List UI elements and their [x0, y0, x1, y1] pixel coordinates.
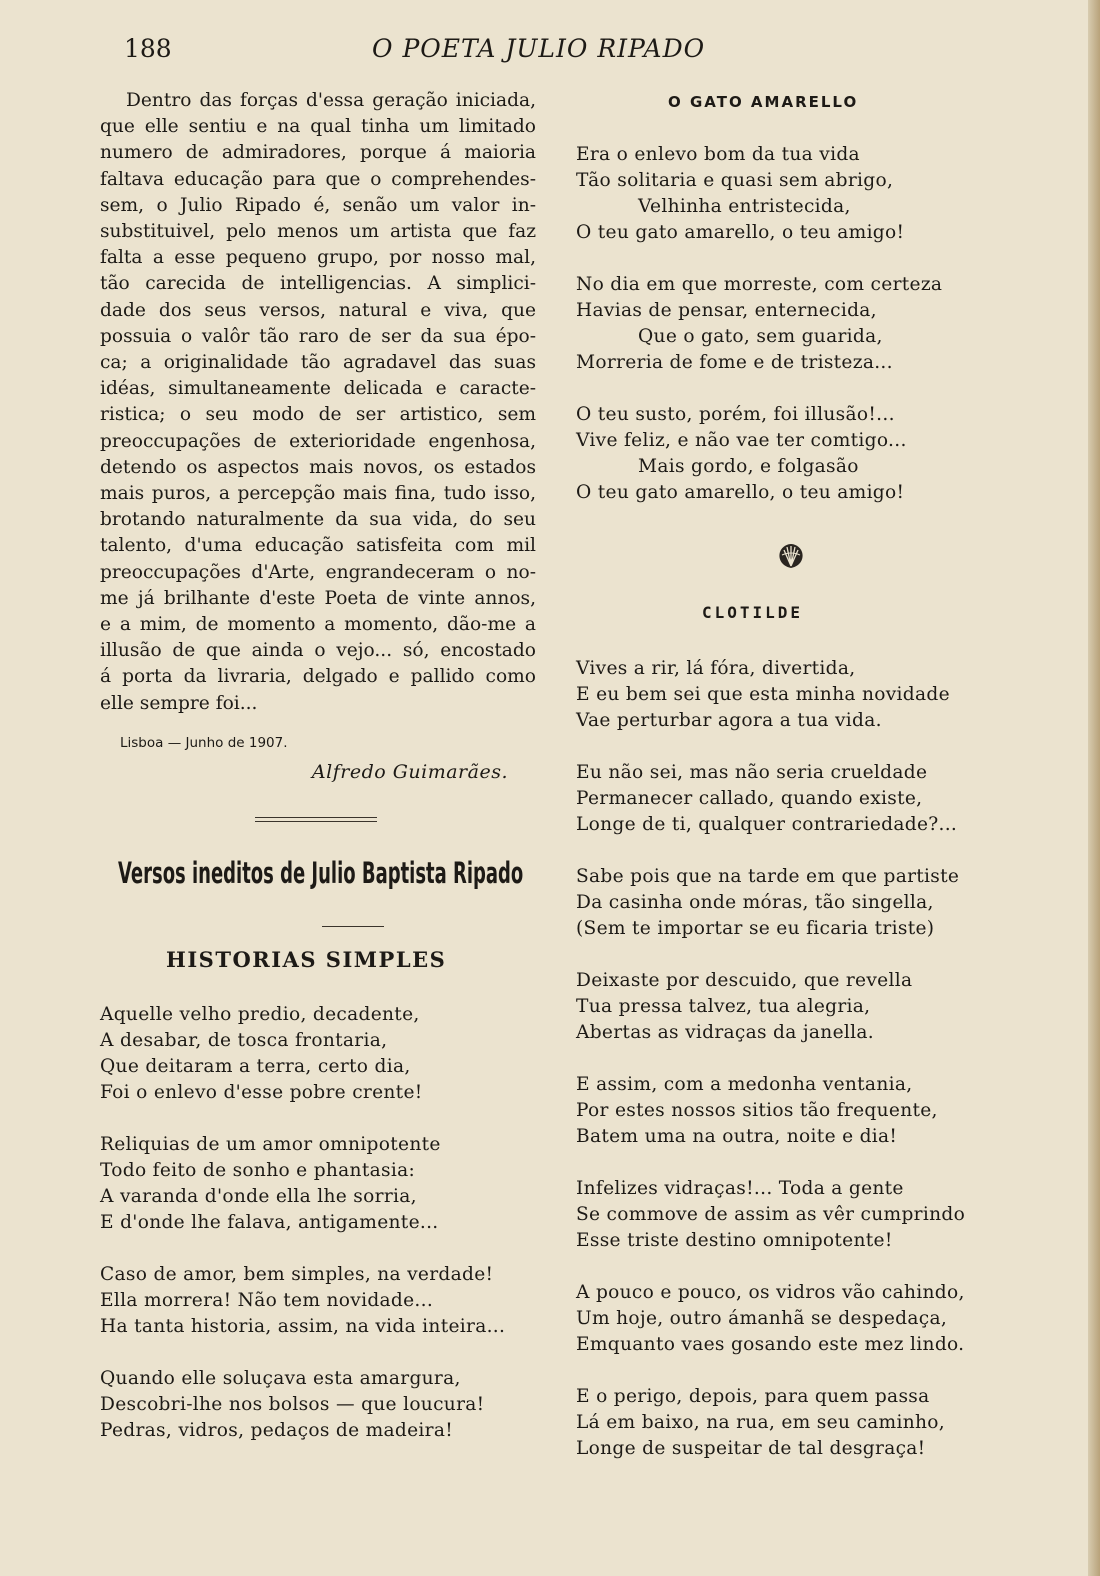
- page-edge: [1088, 0, 1100, 1576]
- verse-line: E eu bem sei que esta minha novidade: [576, 684, 950, 705]
- verse-line: Havias de pensar, enternecida,: [576, 300, 877, 321]
- stanza-gap: [576, 246, 986, 272]
- verse-line: Velhinha entristecida,: [638, 196, 851, 217]
- poem-title-gato-amarello: O GATO AMARELLO: [668, 93, 859, 111]
- essay-text: [100, 88, 536, 717]
- essay-line: ca; a originalidade tão agradavel das suas: [100, 352, 536, 374]
- essay-line: sem, o Julio Ripado é, senão um valor in-: [100, 194, 536, 216]
- essay-line: illusão de que ainda o vejo... só, encostado: [100, 640, 536, 662]
- verse-line: Todo feito de sonho e phantasia:: [100, 1159, 416, 1181]
- stanza-gap: [576, 1254, 986, 1280]
- verse-line: Batem uma na outra, noite e dia!: [576, 1126, 898, 1147]
- verse-line: Longe de ti, qualquer contrariedade?...: [576, 814, 958, 835]
- stanza: [576, 272, 986, 376]
- verse-line: Vae perturbar agora a tua vida.: [576, 710, 882, 731]
- verse-line: O teu gato amarello, o teu amigo!: [576, 482, 905, 503]
- verse-line: Infelizes vidraças!... Toda a gente: [576, 1178, 904, 1199]
- place-date: Lisboa — Junho de 1907.: [120, 734, 288, 751]
- stanza: [576, 968, 986, 1046]
- verse-line: Emquanto vaes gosando este mez lindo.: [576, 1334, 965, 1355]
- left-column: [100, 88, 536, 1444]
- essay-line: faltava educação para que o comprehendes-: [100, 168, 536, 190]
- verse-line: (Sem te importar se eu ficaria triste): [576, 918, 935, 939]
- verse-line: Quando elle soluçava esta amargura,: [100, 1367, 461, 1389]
- stanza-gap: [576, 942, 986, 968]
- verse-line: Longe de suspeitar de tal desgraça!: [576, 1438, 926, 1459]
- essay-line: preoccupações de exterioridade engenhosa,: [100, 430, 536, 452]
- verse-line: Permanecer callado, quando existe,: [576, 788, 923, 809]
- verse-line: Eu não sei, mas não seria crueldade: [576, 762, 928, 783]
- poem-historias-simples: [100, 1002, 536, 1444]
- section-title: Versos ineditos de Julio Baptista Ripado: [118, 855, 524, 890]
- essay-line: idéas, simultaneamente delicada e caracte-: [100, 378, 536, 400]
- essay-line: ristica; o seu modo de ser artistico, sem: [100, 404, 536, 426]
- verse-line: Tão solitaria e quasi sem abrigo,: [576, 170, 894, 191]
- verse-line: Se commove de assim as vêr cumprindo: [576, 1204, 966, 1225]
- essay-line: mais puros, a percepção mais fina, tudo isso,: [100, 483, 536, 505]
- verse-line: Por estes nossos sitios tão frequente,: [576, 1100, 938, 1121]
- double-rule-divider: [255, 817, 377, 822]
- stanza: [576, 864, 986, 942]
- verse-line: E d'onde lhe falava, antigamente...: [100, 1211, 439, 1233]
- verse-line: Era o enlevo bom da tua vida: [576, 144, 860, 165]
- essay-line: me já brilhante d'este Poeta de vinte annos,: [100, 587, 536, 609]
- essay-line: á porta da livraria, delgado e pallido como: [100, 666, 536, 688]
- verse-line: E assim, com a medonha ventania,: [576, 1074, 913, 1095]
- verse-line: Deixaste por descuido, que revella: [576, 970, 913, 991]
- stanza-gap: [100, 1236, 536, 1262]
- stanza: [576, 1072, 986, 1150]
- verse-line: Mais gordo, e folgasão: [638, 456, 859, 477]
- stanza: [100, 1132, 536, 1236]
- stanza: [100, 1002, 536, 1106]
- verse-line: Abertas as vidraças da janella.: [576, 1022, 874, 1043]
- essay-line: brotando naturalmente da sua vida, do seu: [100, 509, 536, 531]
- stanza-gap: [576, 1358, 986, 1384]
- essay-line: que elle sentiu e na qual tinha um limitado: [100, 116, 536, 138]
- stanza-gap: [576, 1046, 986, 1072]
- signature: Alfredo Guimarães.: [311, 760, 508, 783]
- verse-line: Pedras, vidros, pedaços de madeira!: [100, 1419, 454, 1441]
- verse-line: E o perigo, depois, para quem passa: [576, 1386, 930, 1407]
- stanza: [576, 1280, 986, 1358]
- stanza: [576, 142, 986, 246]
- stanza: [576, 1384, 986, 1462]
- stanza-gap: [576, 1150, 986, 1176]
- essay-line: elle sempre foi...: [100, 692, 258, 714]
- stanza: [100, 1262, 536, 1340]
- verse-line: Lá em baixo, na rua, em seu caminho,: [576, 1412, 945, 1433]
- stanza-gap: [576, 838, 986, 864]
- poem-title-historias-simples: HISTORIAS SIMPLES: [166, 946, 447, 972]
- verse-line: A pouco e pouco, os vidros vão cahindo,: [576, 1282, 965, 1303]
- verse-line: Que o gato, sem guarida,: [638, 326, 883, 347]
- verse-line: O teu gato amarello, o teu amigo!: [576, 222, 905, 243]
- essay-line: talento, d'uma educação satisfeita com mil: [100, 535, 536, 557]
- verse-line: Foi o enlevo d'esse pobre crente!: [100, 1081, 423, 1103]
- verse-line: Aquelle velho predio, decadente,: [100, 1003, 420, 1025]
- verse-line: Esse triste destino omnipotente!: [576, 1230, 893, 1251]
- shell-ornament-icon: [776, 542, 806, 570]
- stanza-gap: [576, 376, 986, 402]
- verse-line: Um hoje, outro ámanhã se despedaça,: [576, 1308, 948, 1329]
- essay-line: dade dos seus versos, natural e viva, que: [100, 299, 536, 321]
- poem-title-clotilde: CLOTILDE: [702, 603, 804, 622]
- essay-line: detendo os aspectos mais novos, os estados: [100, 456, 536, 478]
- verse-line: Sabe pois que na tarde em que partiste: [576, 866, 960, 887]
- short-rule-divider: [322, 926, 384, 927]
- verse-line: Morreria de fome e de tristeza...: [576, 352, 893, 373]
- verse-line: A desabar, de tosca frontaria,: [100, 1029, 388, 1051]
- essay-line: substituivel, pelo menos um artista que faz: [100, 221, 536, 243]
- essay-line: tão carecida de intelligencias. A simplici-: [100, 273, 536, 295]
- poem-gato-amarello: [576, 142, 986, 506]
- essay-line: possuia o valôr tão raro de ser da sua épo-: [100, 325, 536, 347]
- stanza: [576, 656, 986, 734]
- page-number: 188: [124, 34, 172, 63]
- stanza: [100, 1366, 536, 1444]
- verse-line: Da casinha onde móras, tão singella,: [576, 892, 934, 913]
- essay-line: falta a esse pequeno grupo, por nosso mal,: [100, 247, 536, 269]
- verse-line: Ella morrera! Não tem novidade...: [100, 1289, 434, 1311]
- verse-line: Reliquias de um amor omnipotente: [100, 1133, 441, 1155]
- verse-line: Caso de amor, bem simples, na verdade!: [100, 1263, 494, 1285]
- stanza: [576, 760, 986, 838]
- essay-line: numero de admiradores, porque á maioria: [100, 142, 536, 164]
- essay-line: Dentro das forças d'essa geração iniciada,: [126, 90, 536, 111]
- verse-line: A varanda d'onde ella lhe sorria,: [100, 1185, 417, 1207]
- essay-line: e a mim, de momento a momento, dão-me a: [100, 614, 536, 636]
- stanza-gap: [100, 1340, 536, 1366]
- poem-clotilde: [576, 656, 986, 1462]
- stanza-gap: [100, 1106, 536, 1132]
- stanza-gap: [576, 734, 986, 760]
- verse-line: Descobri-lhe nos bolsos — que loucura!: [100, 1393, 485, 1415]
- verse-line: Que deitaram a terra, certo dia,: [100, 1055, 411, 1077]
- verse-line: Vives a rir, lá fóra, divertida,: [576, 658, 856, 679]
- stanza: [576, 402, 986, 506]
- verse-line: O teu susto, porém, foi illusão!...: [576, 404, 895, 425]
- running-title: O POETA JULIO RIPADO: [372, 34, 706, 63]
- right-column: [576, 88, 986, 1462]
- verse-line: Tua pressa talvez, tua alegria,: [576, 996, 871, 1017]
- verse-line: Vive feliz, e não vae ter comtigo...: [576, 430, 907, 451]
- verse-line: Ha tanta historia, assim, na vida inteira...: [100, 1315, 506, 1337]
- stanza: [576, 1176, 986, 1254]
- verse-line: No dia em que morreste, com certeza: [576, 274, 943, 295]
- essay-line: preoccupações d'Arte, engrandeceram o no-: [100, 561, 536, 583]
